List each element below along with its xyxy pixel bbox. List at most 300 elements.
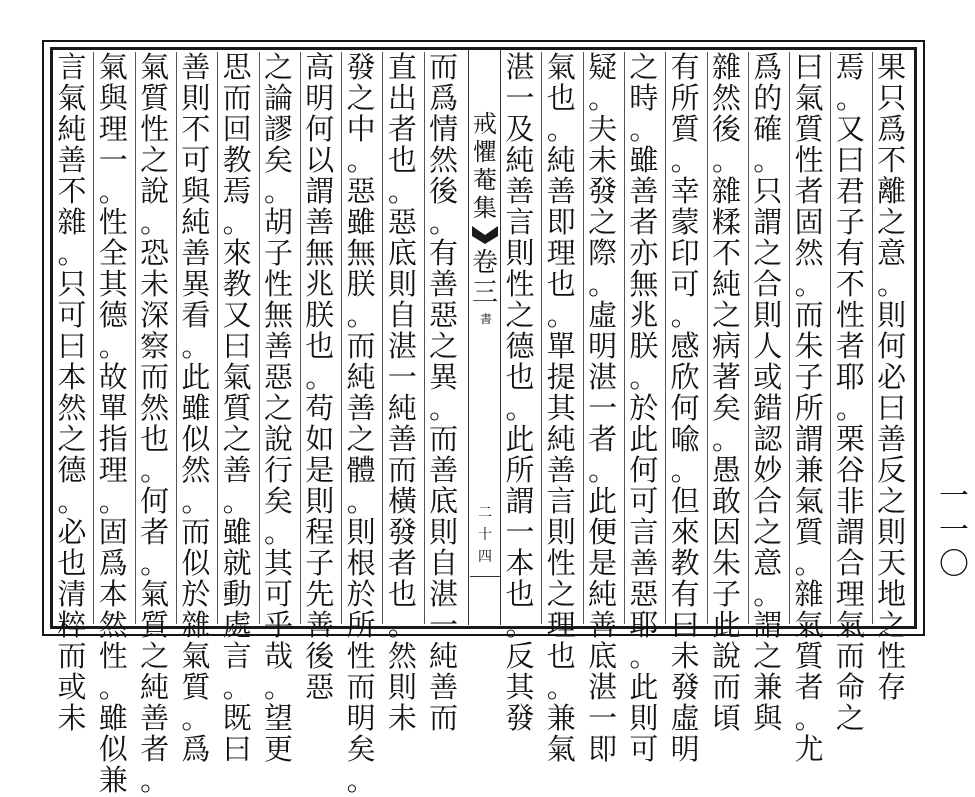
glyph: 氣 (140, 577, 170, 611)
glyph: 時 (629, 81, 659, 115)
glyph: 看 (181, 298, 211, 332)
glyph: 說 (711, 639, 741, 673)
glyph: 一 (588, 391, 618, 425)
glyph: 此 (711, 608, 741, 642)
glyph: 。 (546, 670, 576, 704)
glyph: 。 (140, 205, 170, 239)
glyph: 之 (263, 50, 293, 84)
glyph: 蒙 (670, 205, 700, 239)
glyph: 之 (346, 81, 376, 115)
glyph: 固 (794, 205, 824, 239)
glyph: 之 (222, 422, 252, 456)
glyph: 存 (877, 670, 907, 704)
glyph: 的 (753, 81, 783, 115)
glyph: 自 (387, 298, 417, 332)
glyph: 之 (546, 577, 576, 611)
glyph: 意 (753, 546, 783, 580)
glyph: 不 (57, 174, 87, 208)
glyph: 兼 (794, 453, 824, 487)
glyph: 氣 (222, 360, 252, 394)
glyph: 只 (753, 174, 783, 208)
glyph: 言 (629, 515, 659, 549)
glyph: 本 (57, 360, 87, 394)
glyph: 一 (939, 479, 969, 514)
glyph: 又 (835, 112, 865, 146)
glyph: 雖 (222, 515, 252, 549)
glyph: 則 (387, 267, 417, 301)
glyph: 子 (835, 205, 865, 239)
glyph: 性 (835, 298, 865, 332)
glyph: 自 (429, 546, 459, 580)
glyph: 善 (546, 453, 576, 487)
glyph: 意 (877, 236, 907, 270)
glyph: 。 (835, 81, 865, 115)
glyph: 何 (877, 329, 907, 363)
glyph: 朕 (629, 329, 659, 363)
glyph: 雖 (629, 143, 659, 177)
glyph: 者 (387, 546, 417, 580)
text-column (53, 50, 91, 735)
glyph: 病 (711, 329, 741, 363)
glyph: 。 (670, 298, 700, 332)
glyph: 有 (835, 236, 865, 270)
glyph: 異 (429, 360, 459, 394)
glyph: 德 (98, 298, 128, 332)
glyph: 乎 (263, 608, 293, 642)
glyph: 〇 (939, 547, 969, 582)
glyph: 根 (346, 546, 376, 580)
glyph: 卷 (471, 248, 498, 278)
glyph: 。 (588, 81, 618, 115)
glyph: 之 (429, 329, 459, 363)
glyph: 雜 (57, 205, 87, 239)
glyph: 惡 (305, 670, 335, 704)
glyph: 純 (57, 112, 87, 146)
gutter-rule (468, 50, 469, 625)
glyph: 朱 (711, 546, 741, 580)
glyph: 。 (140, 546, 170, 580)
glyph: 苟 (305, 391, 335, 425)
glyph: 不 (711, 236, 741, 270)
glyph: 純 (181, 205, 211, 239)
glyph: 虛 (670, 701, 700, 735)
glyph: 有 (429, 236, 459, 270)
glyph: 如 (305, 422, 335, 456)
glyph: 只 (877, 81, 907, 115)
column-rule (789, 52, 790, 624)
text-column (625, 50, 663, 766)
glyph: 爲 (181, 732, 211, 766)
glyph: 氣 (98, 50, 128, 84)
glyph: 子 (794, 360, 824, 394)
glyph: 發 (387, 515, 417, 549)
glyph: 然 (140, 391, 170, 425)
glyph: 氣 (57, 81, 87, 115)
column-rule (748, 52, 749, 624)
glyph: 不 (181, 112, 211, 146)
glyph: 謂 (505, 484, 535, 518)
glyph: 發 (346, 50, 376, 84)
glyph: 善 (222, 453, 252, 487)
glyph: 者 (140, 732, 170, 766)
text-column (584, 50, 622, 766)
glyph: 確 (753, 112, 783, 146)
text-column (136, 50, 174, 797)
glyph: 說 (140, 174, 170, 208)
glyph: 也 (140, 422, 170, 456)
glyph: 思 (222, 50, 252, 84)
glyph: 於 (346, 577, 376, 611)
glyph: 之 (629, 50, 659, 84)
glyph: 一 (939, 513, 969, 548)
glyph: 純 (546, 143, 576, 177)
glyph: 氣 (794, 484, 824, 518)
glyph: 質 (140, 81, 170, 115)
glyph: 也 (305, 329, 335, 363)
glyph: 感 (670, 329, 700, 363)
column-rule (300, 52, 301, 624)
glyph: 。 (98, 174, 128, 208)
glyph: 惡 (429, 298, 459, 332)
glyph: 粹 (57, 608, 87, 642)
glyph: 氣 (181, 639, 211, 673)
glyph: 而 (711, 670, 741, 704)
glyph: 焉 (835, 50, 865, 84)
folio-number (936, 480, 972, 582)
glyph: 反 (877, 453, 907, 487)
glyph: 言 (546, 484, 576, 518)
glyph: 也 (57, 546, 87, 580)
glyph: 。 (588, 267, 618, 301)
glyph: 而 (429, 50, 459, 84)
glyph: 察 (140, 329, 170, 363)
glyph: 一 (98, 143, 128, 177)
glyph: 善 (546, 174, 576, 208)
glyph: 既 (222, 701, 252, 735)
glyph: 。 (794, 546, 824, 580)
glyph: 果 (877, 50, 907, 84)
glyph: 即 (546, 205, 576, 239)
glyph: 於 (181, 577, 211, 611)
glyph: 善 (429, 267, 459, 301)
glyph: 矣 (263, 484, 293, 518)
glyph: 。 (181, 701, 211, 735)
glyph: 合 (753, 267, 783, 301)
glyph: 兼 (753, 670, 783, 704)
glyph: 性 (505, 267, 535, 301)
glyph: 。 (711, 143, 741, 177)
glyph: 又 (222, 298, 252, 332)
glyph: 清 (57, 577, 87, 611)
glyph: 所 (505, 453, 535, 487)
column-rule (382, 52, 383, 624)
glyph: 指 (98, 422, 128, 456)
glyph: 而 (429, 701, 459, 735)
glyph: 單 (98, 391, 128, 425)
glyph: 。 (505, 391, 535, 425)
glyph: 似 (181, 422, 211, 456)
book-title (470, 110, 500, 222)
glyph: 集 (473, 194, 497, 222)
text-column (542, 50, 580, 766)
glyph: 而 (429, 422, 459, 456)
glyph: 發 (588, 174, 618, 208)
glyph: 曰 (794, 50, 824, 84)
glyph: 單 (546, 329, 576, 363)
glyph: 異 (181, 267, 211, 301)
glyph: 不 (877, 143, 907, 177)
glyph: 行 (263, 453, 293, 487)
glyph: 情 (429, 112, 459, 146)
glyph: 先 (305, 577, 335, 611)
glyph: 本 (505, 546, 535, 580)
glyph: 之 (505, 298, 535, 332)
glyph: 。 (794, 267, 824, 301)
glyph: 可 (181, 143, 211, 177)
glyph: 及 (505, 112, 535, 146)
glyph: 是 (588, 546, 618, 580)
column-rule (624, 52, 625, 624)
glyph: 其 (505, 670, 535, 704)
glyph: 提 (546, 360, 576, 394)
glyph: 所 (794, 391, 824, 425)
text-column (260, 50, 298, 766)
glyph: 質 (794, 639, 824, 673)
glyph: 。 (140, 453, 170, 487)
glyph: 謂 (753, 608, 783, 642)
text-column (790, 50, 828, 766)
glyph: 雜 (794, 577, 824, 611)
glyph: 。 (98, 670, 128, 704)
glyph: 全 (98, 236, 128, 270)
text-column (383, 50, 421, 735)
glyph: 天 (877, 546, 907, 580)
glyph: 。 (670, 143, 700, 177)
glyph: 後 (711, 112, 741, 146)
glyph: 。 (263, 515, 293, 549)
glyph: 矣 (263, 143, 293, 177)
glyph: 善 (429, 453, 459, 487)
glyph: 。 (670, 453, 700, 487)
glyph: 。 (505, 608, 535, 642)
glyph: 。 (346, 484, 376, 518)
glyph: 湛 (588, 360, 618, 394)
glyph: 則 (629, 701, 659, 735)
glyph: 理 (98, 112, 128, 146)
glyph: 性 (877, 639, 907, 673)
glyph: 而 (835, 639, 865, 673)
glyph: 然 (387, 639, 417, 673)
glyph: 也 (387, 143, 417, 177)
glyph: 。 (57, 484, 87, 518)
glyph: 糅 (711, 205, 741, 239)
glyph: 然 (57, 391, 87, 425)
glyph: 氣 (794, 608, 824, 642)
glyph: 。 (181, 329, 211, 363)
volume-label (470, 248, 500, 308)
column-rule (872, 52, 873, 624)
glyph: 亦 (629, 236, 659, 270)
center-gutter (466, 50, 502, 625)
glyph: 而 (346, 329, 376, 363)
glyph: 性 (140, 112, 170, 146)
glyph: 明 (346, 701, 376, 735)
glyph: 無 (346, 236, 376, 270)
glyph: 氣 (835, 608, 865, 642)
glyph: 善 (140, 701, 170, 735)
glyph: 也 (546, 639, 576, 673)
glyph: 而 (181, 515, 211, 549)
glyph: 性 (546, 546, 576, 580)
glyph: 印 (670, 236, 700, 270)
glyph: 其 (546, 391, 576, 425)
glyph: 善 (305, 205, 335, 239)
glyph: 湛 (505, 50, 535, 84)
glyph: 而 (222, 81, 252, 115)
glyph: 君 (835, 174, 865, 208)
glyph: 謂 (305, 174, 335, 208)
glyph: 。 (98, 329, 128, 363)
glyph: 。 (429, 205, 459, 239)
glyph: 之 (877, 484, 907, 518)
glyph: 純 (711, 267, 741, 301)
glyph: 或 (57, 670, 87, 704)
glyph: 質 (794, 515, 824, 549)
glyph: 合 (753, 484, 783, 518)
glyph: 矣 (711, 391, 741, 425)
glyph: 可 (629, 484, 659, 518)
glyph: 是 (305, 453, 335, 487)
glyph: 言 (505, 205, 535, 239)
text-column (666, 50, 704, 766)
glyph: 善 (346, 391, 376, 425)
glyph: 謬 (263, 112, 293, 146)
glyph: 此 (588, 484, 618, 518)
column-rule (830, 52, 831, 624)
glyph: 善 (57, 143, 87, 177)
glyph: 一 (588, 701, 618, 735)
glyph: 四 (478, 549, 492, 565)
glyph: 然 (711, 81, 741, 115)
glyph: 底 (588, 639, 618, 673)
glyph: 然 (429, 143, 459, 177)
column-rule (707, 52, 708, 624)
glyph: 雖 (98, 701, 128, 735)
glyph: 敢 (711, 484, 741, 518)
glyph: 耶 (835, 360, 865, 394)
glyph: 曰 (670, 608, 700, 642)
text-column (708, 50, 746, 735)
glyph: 則 (387, 670, 417, 704)
glyph: 而 (346, 670, 376, 704)
glyph: 橫 (387, 484, 417, 518)
glyph: 際 (588, 236, 618, 270)
glyph: 之 (57, 422, 87, 456)
glyph: 雜 (181, 608, 211, 642)
glyph: 菴 (473, 166, 497, 194)
glyph: 也 (505, 577, 535, 611)
glyph: 則 (505, 236, 535, 270)
glyph: 與 (98, 81, 128, 115)
glyph: 理 (546, 608, 576, 642)
column-rule (135, 52, 136, 624)
glyph: 更 (263, 732, 293, 766)
glyph: 二 (478, 505, 492, 521)
glyph: 離 (877, 174, 907, 208)
glyph: 教 (222, 267, 252, 301)
glyph: 則 (305, 484, 335, 518)
glyph: 有 (670, 50, 700, 84)
glyph: 故 (98, 360, 128, 394)
column-rule (583, 52, 584, 624)
glyph: 者 (387, 112, 417, 146)
glyph: 惡 (387, 205, 417, 239)
glyph: 矣 (346, 732, 376, 766)
glyph: 說 (263, 422, 293, 456)
text-column (301, 50, 339, 704)
glyph: 之 (753, 639, 783, 673)
glyph: 湛 (387, 329, 417, 363)
glyph: 曰 (835, 143, 865, 177)
glyph: 者 (794, 174, 824, 208)
glyph: 爲 (753, 50, 783, 84)
glyph: 則 (181, 81, 211, 115)
glyph: 。 (140, 763, 170, 797)
glyph: 來 (222, 236, 252, 270)
glyph: 所 (670, 81, 700, 115)
glyph: 則 (877, 515, 907, 549)
glyph: 純 (505, 143, 535, 177)
glyph: 發 (670, 670, 700, 704)
glyph: 性 (794, 143, 824, 177)
glyph: 。 (57, 236, 87, 270)
column-rule (341, 52, 342, 624)
glyph: 理 (98, 453, 128, 487)
glyph: 善 (877, 422, 907, 456)
glyph: 惡 (629, 577, 659, 611)
glyph: 則 (546, 515, 576, 549)
text-column (831, 50, 869, 735)
glyph: 兆 (629, 298, 659, 332)
glyph: 善 (263, 329, 293, 363)
glyph: 子 (711, 577, 741, 611)
glyph: 夫 (588, 112, 618, 146)
glyph: 未 (140, 267, 170, 301)
glyph: 謂 (835, 515, 865, 549)
column-rule (665, 52, 666, 624)
glyph: 之 (877, 205, 907, 239)
glyph: 無 (629, 267, 659, 301)
glyph: 純 (387, 391, 417, 425)
glyph: 兼 (98, 763, 128, 797)
glyph: 。 (629, 360, 659, 394)
glyph: 湛 (429, 577, 459, 611)
glyph: 。 (98, 484, 128, 518)
text-column (873, 50, 911, 704)
glyph: 性 (98, 639, 128, 673)
glyph: 一 (387, 360, 417, 394)
glyph: 後 (305, 639, 335, 673)
glyph: 爲 (877, 112, 907, 146)
text-column (342, 50, 380, 797)
glyph: 固 (98, 515, 128, 549)
glyph: 氣 (140, 50, 170, 84)
glyph: 純 (588, 577, 618, 611)
glyph: 也 (546, 81, 576, 115)
column-rule (93, 52, 94, 624)
glyph: 谷 (835, 453, 865, 487)
glyph: 疑 (588, 50, 618, 84)
